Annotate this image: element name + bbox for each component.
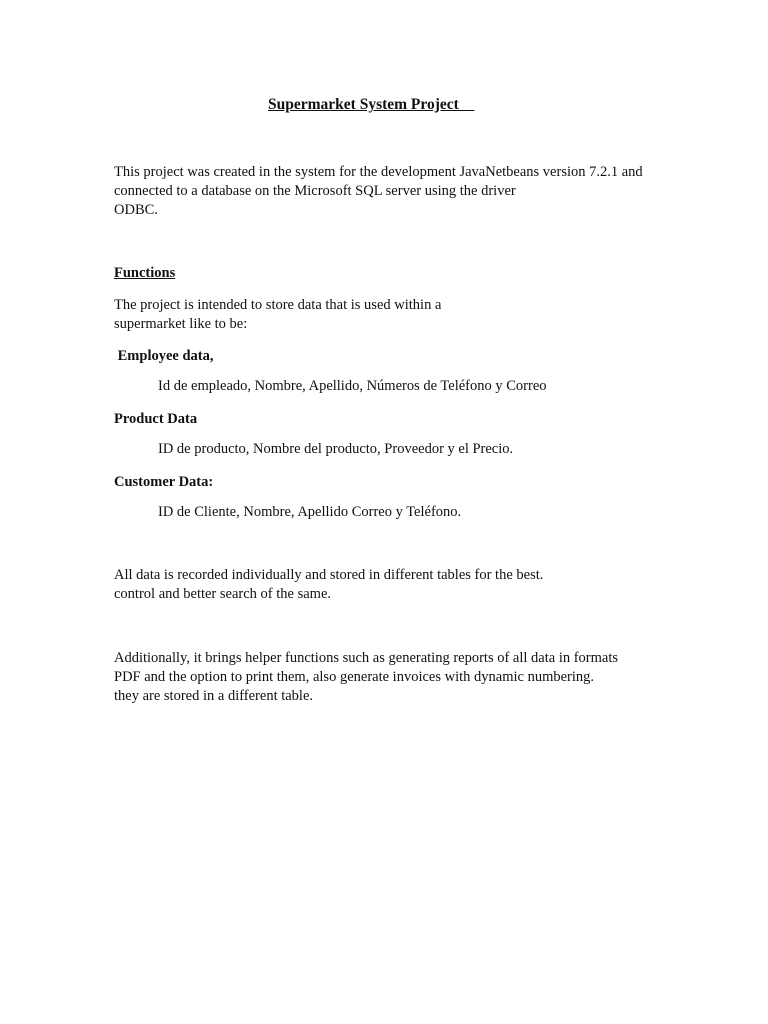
customer-data-heading: Customer Data: xyxy=(114,474,214,490)
intro-line-1: This project was created in the system for the development JavaNetbeans version 7.2.1 and xyxy=(114,164,643,180)
additional-line-2: PDF and the option to print them, also generate invoices with dynamic numbering. xyxy=(114,669,595,685)
intro-line-2: connected to a database on the Microsoft SQL server using the driver xyxy=(114,183,516,199)
employee-data-detail: Id de empleado, Nombre, Apellido, Números de Teléfono y Correo xyxy=(158,378,547,394)
functions-intro-line-2: supermarket like to be: xyxy=(114,316,248,332)
storage-line-1: All data is recorded individually and stored in different tables for the best. xyxy=(114,567,544,583)
functions-heading: Functions xyxy=(114,265,176,281)
functions-intro-line-1: The project is intended to store data that is used within a xyxy=(114,297,442,313)
product-data-detail: ID de producto, Nombre del producto, Proveedor y el Precio. xyxy=(158,441,514,457)
intro-line-3: ODBC. xyxy=(114,202,158,218)
customer-data-detail: ID de Cliente, Nombre, Apellido Correo y Teléfono. xyxy=(158,504,462,520)
storage-line-2: control and better search of the same. xyxy=(114,586,332,602)
document-title: Supermarket System Project xyxy=(268,96,475,113)
additional-line-1: Additionally, it brings helper functions such as generating reports of all data in formats xyxy=(114,650,619,666)
additional-line-3: they are stored in a different table. xyxy=(114,688,314,704)
employee-data-heading: Employee data, xyxy=(114,348,214,364)
product-data-heading: Product Data xyxy=(114,411,198,427)
